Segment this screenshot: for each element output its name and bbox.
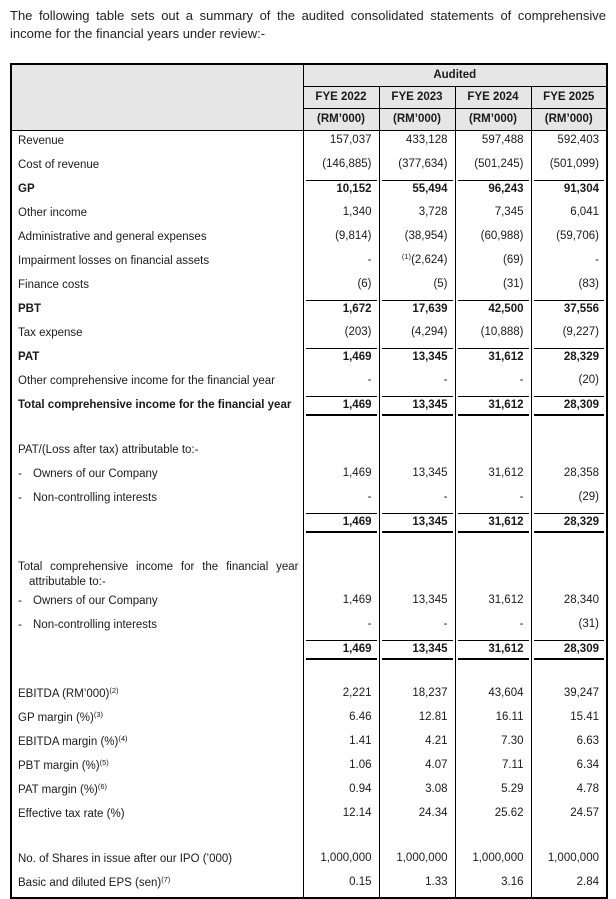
value-cell: 3.16 <box>455 873 531 898</box>
header-label-cell <box>11 64 303 131</box>
value-cell: 31,612 <box>455 347 531 371</box>
table-row <box>11 591 607 615</box>
value-cell: (38,954) <box>379 227 455 251</box>
value-cell: - <box>303 488 379 512</box>
value-cell: 18,237 <box>379 684 455 708</box>
value-cell: 24.34 <box>379 804 455 828</box>
value-cell <box>455 828 531 849</box>
value-cell: (60,988) <box>455 227 531 251</box>
header-unit-2023: (RM’000) <box>379 108 455 130</box>
header-row-audited <box>11 64 607 87</box>
table-header <box>11 64 607 131</box>
row-label: - Non-controlling interests <box>18 618 158 631</box>
row-label: PBT margin (%)$^{(5)}$ <box>18 757 109 772</box>
spacer-row <box>11 828 607 849</box>
footnote-marker: (1) <box>401 251 412 261</box>
value-cell: 96,243 <box>455 179 531 203</box>
value-cell: (31) <box>531 615 607 639</box>
header-audited: Audited <box>303 64 607 87</box>
value-cell: 3.08 <box>379 780 455 804</box>
value-cell <box>531 557 607 591</box>
value-cell <box>455 419 531 440</box>
row-label: - Owners of our Company <box>18 594 158 607</box>
value-cell <box>455 557 531 591</box>
value-cell <box>531 828 607 849</box>
value-cell: (9,814) <box>303 227 379 251</box>
value-cell <box>379 557 455 591</box>
value-cell: 28,358 <box>531 464 607 488</box>
header-fye-2023: FYE 2023 <box>379 86 455 108</box>
value-cell: (83) <box>531 275 607 299</box>
value-cell: 6,041 <box>531 203 607 227</box>
value-cell: 31,612 <box>455 639 531 663</box>
value-cell: 15.41 <box>531 708 607 732</box>
spacer-row <box>11 419 607 440</box>
value-cell: 2,221 <box>303 684 379 708</box>
table-row <box>11 299 607 323</box>
table-row <box>11 756 607 780</box>
value-cell: 16.11 <box>455 708 531 732</box>
row-label: Other income <box>18 206 88 219</box>
value-cell: (6) <box>303 275 379 299</box>
table-row <box>11 275 607 299</box>
value-cell: 6.34 <box>531 756 607 780</box>
value-cell <box>303 828 379 849</box>
row-label: Revenue <box>18 134 65 147</box>
value-cell: $^{(1)}$(2,624) <box>379 251 455 275</box>
footnote-marker: (5) <box>99 757 109 767</box>
footnote-marker: (3) <box>93 709 104 719</box>
comprehensive-income-table <box>10 63 608 899</box>
value-cell <box>531 419 607 440</box>
value-cell: 13,345 <box>379 639 455 663</box>
row-label: - Owners of our Company <box>18 467 158 480</box>
value-cell <box>531 440 607 464</box>
value-cell: 3,728 <box>379 203 455 227</box>
value-cell: 6.63 <box>531 732 607 756</box>
row-label: Impairment losses on financial assets <box>18 254 210 267</box>
footnote-marker: (6) <box>97 781 108 791</box>
table-row <box>11 464 607 488</box>
value-cell <box>455 536 531 557</box>
value-cell: 28,309 <box>531 639 607 663</box>
value-cell: 1.06 <box>303 756 379 780</box>
intro-paragraph: The following table sets out a summary of the audited consolidated statements of comprehensive income for the financial years under review:- <box>10 8 606 42</box>
value-cell: (146,885) <box>303 155 379 179</box>
value-cell <box>303 440 379 464</box>
table-row <box>11 440 607 464</box>
value-cell: - <box>303 251 379 275</box>
value-cell: (31) <box>455 275 531 299</box>
row-label: EBITDA (RM’000)$^{(2)}$ <box>18 685 119 700</box>
value-cell <box>531 663 607 684</box>
footnote-marker: (2) <box>109 685 119 695</box>
value-cell <box>303 536 379 557</box>
value-cell: 42,500 <box>455 299 531 323</box>
table-row <box>11 155 607 179</box>
value-cell: 12.81 <box>379 708 455 732</box>
value-cell: 1,469 <box>303 639 379 663</box>
value-cell: 1,000,000 <box>379 849 455 873</box>
header-fye-2025: FYE 2025 <box>531 86 607 108</box>
table-row <box>11 227 607 251</box>
row-label: Total comprehensive income for the financial year attributable to:- <box>18 560 299 588</box>
table-row <box>11 732 607 756</box>
row-label: Administrative and general expenses <box>18 230 207 243</box>
value-cell: 28,329 <box>531 512 607 536</box>
value-cell: - <box>379 488 455 512</box>
value-cell: (5) <box>379 275 455 299</box>
value-cell: 7.11 <box>455 756 531 780</box>
table-row <box>11 488 607 512</box>
row-label: Total comprehensive income for the financial year <box>18 398 292 411</box>
table-row <box>11 179 607 203</box>
footnote-marker: (7) <box>161 874 171 884</box>
value-cell: 12.14 <box>303 804 379 828</box>
value-cell: (203) <box>303 323 379 347</box>
value-cell <box>379 419 455 440</box>
header-unit-2022: (RM’000) <box>303 108 379 130</box>
table-row <box>11 708 607 732</box>
value-cell: 37,556 <box>531 299 607 323</box>
value-cell <box>455 440 531 464</box>
row-label: Finance costs <box>18 278 89 291</box>
value-cell: 24.57 <box>531 804 607 828</box>
row-label <box>11 512 303 536</box>
value-cell: 43,604 <box>455 684 531 708</box>
value-cell: (501,099) <box>531 155 607 179</box>
row-label: GP <box>18 182 35 195</box>
value-cell: 91,304 <box>531 179 607 203</box>
value-cell: 1,000,000 <box>531 849 607 873</box>
value-cell <box>455 663 531 684</box>
row-label: - Non-controlling interests <box>18 491 158 504</box>
table-row <box>11 849 607 873</box>
row-label <box>11 419 303 440</box>
value-cell: (10,888) <box>455 323 531 347</box>
value-cell: 592,403 <box>531 130 607 155</box>
value-cell: - <box>303 615 379 639</box>
header-unit-2025: (RM’000) <box>531 108 607 130</box>
header-unit-2024: (RM’000) <box>455 108 531 130</box>
table-row <box>11 371 607 395</box>
value-cell: 1,469 <box>303 395 379 419</box>
value-cell: - <box>455 371 531 395</box>
value-cell: 1,340 <box>303 203 379 227</box>
value-cell: (9,227) <box>531 323 607 347</box>
dash-bullet: - <box>18 618 22 631</box>
value-cell: 0.94 <box>303 780 379 804</box>
table-row <box>11 873 607 898</box>
value-cell <box>379 536 455 557</box>
value-cell: 7.30 <box>455 732 531 756</box>
value-cell: 5.29 <box>455 780 531 804</box>
row-label: Basic and diluted EPS (sen)$^{(7)}$ <box>18 874 171 889</box>
spacer-row <box>11 536 607 557</box>
row-label: PAT/(Loss after tax) attributable to:- <box>18 443 199 456</box>
value-cell: (29) <box>531 488 607 512</box>
value-cell: 1.33 <box>379 873 455 898</box>
value-cell <box>379 440 455 464</box>
value-cell: 13,345 <box>379 464 455 488</box>
value-cell: - <box>455 488 531 512</box>
value-cell: 13,345 <box>379 395 455 419</box>
table-row <box>11 684 607 708</box>
value-cell <box>379 663 455 684</box>
value-cell: 4.78 <box>531 780 607 804</box>
value-cell: 28,340 <box>531 591 607 615</box>
value-cell: - <box>379 371 455 395</box>
value-cell: 1,000,000 <box>303 849 379 873</box>
value-cell: 17,639 <box>379 299 455 323</box>
value-cell <box>303 557 379 591</box>
row-label: Cost of revenue <box>18 158 100 171</box>
value-cell: 1,469 <box>303 512 379 536</box>
value-cell: 1,469 <box>303 591 379 615</box>
value-cell: 25.62 <box>455 804 531 828</box>
row-label: PAT <box>18 350 40 363</box>
row-label <box>11 639 303 663</box>
row-label: No. of Shares in issue after our IPO (’000) <box>18 852 233 865</box>
row-label: PBT <box>18 302 41 315</box>
value-cell: 31,612 <box>455 591 531 615</box>
value-cell: 31,612 <box>455 512 531 536</box>
value-cell: (377,634) <box>379 155 455 179</box>
table-row <box>11 615 607 639</box>
row-label: EBITDA margin (%)$^{(4)}$ <box>18 733 128 748</box>
value-cell: (20) <box>531 371 607 395</box>
value-cell <box>531 536 607 557</box>
value-cell: (69) <box>455 251 531 275</box>
value-cell <box>379 828 455 849</box>
row-label: PAT margin (%)$^{(6)}$ <box>18 781 108 796</box>
value-cell: - <box>379 615 455 639</box>
table-row <box>11 395 607 419</box>
value-cell: 6.46 <box>303 708 379 732</box>
value-cell: 1,000,000 <box>455 849 531 873</box>
table-body <box>11 130 607 897</box>
row-label: Tax expense <box>18 326 83 339</box>
value-cell: 157,037 <box>303 130 379 155</box>
table-row <box>11 804 607 828</box>
header-fye-2022: FYE 2022 <box>303 86 379 108</box>
value-cell: 28,309 <box>531 395 607 419</box>
value-cell: 31,612 <box>455 464 531 488</box>
value-cell: 55,494 <box>379 179 455 203</box>
row-label <box>11 828 303 849</box>
value-cell: 1,672 <box>303 299 379 323</box>
value-cell: 39,247 <box>531 684 607 708</box>
footnote-marker: (4) <box>118 733 128 743</box>
value-cell: 7,345 <box>455 203 531 227</box>
value-cell: (59,706) <box>531 227 607 251</box>
table-row <box>11 251 607 275</box>
table-row <box>11 347 607 371</box>
value-cell: 2.84 <box>531 873 607 898</box>
row-label: GP margin (%)$^{(3)}$ <box>18 709 104 724</box>
table-row <box>11 323 607 347</box>
value-cell: 4.21 <box>379 732 455 756</box>
spacer-row <box>11 663 607 684</box>
table-row <box>11 130 607 155</box>
table-row <box>11 512 607 536</box>
dash-bullet: - <box>18 594 22 607</box>
value-cell: 1,469 <box>303 347 379 371</box>
value-cell: 10,152 <box>303 179 379 203</box>
value-cell: - <box>531 251 607 275</box>
value-cell: 4.07 <box>379 756 455 780</box>
value-cell: 13,345 <box>379 591 455 615</box>
value-cell: 433,128 <box>379 130 455 155</box>
value-cell: 28,329 <box>531 347 607 371</box>
dash-bullet: - <box>18 467 22 480</box>
value-cell: 31,612 <box>455 395 531 419</box>
table-row <box>11 639 607 663</box>
value-cell <box>303 663 379 684</box>
value-cell: 0.15 <box>303 873 379 898</box>
value-cell <box>303 419 379 440</box>
value-cell: 13,345 <box>379 512 455 536</box>
table-row <box>11 780 607 804</box>
value-cell: (4,294) <box>379 323 455 347</box>
value-cell: (501,245) <box>455 155 531 179</box>
dash-bullet: - <box>18 491 22 504</box>
table-row <box>11 203 607 227</box>
row-label: Effective tax rate (%) <box>18 807 125 820</box>
table-row <box>11 557 607 591</box>
row-label <box>11 663 303 684</box>
row-label <box>11 536 303 557</box>
header-fye-2024: FYE 2024 <box>455 86 531 108</box>
value-cell: 13,345 <box>379 347 455 371</box>
value-cell: 1.41 <box>303 732 379 756</box>
value-cell: 1,469 <box>303 464 379 488</box>
value-cell: - <box>455 615 531 639</box>
row-label: Other comprehensive income for the financial year <box>18 374 275 387</box>
value-cell: 597,488 <box>455 130 531 155</box>
value-cell: - <box>303 371 379 395</box>
